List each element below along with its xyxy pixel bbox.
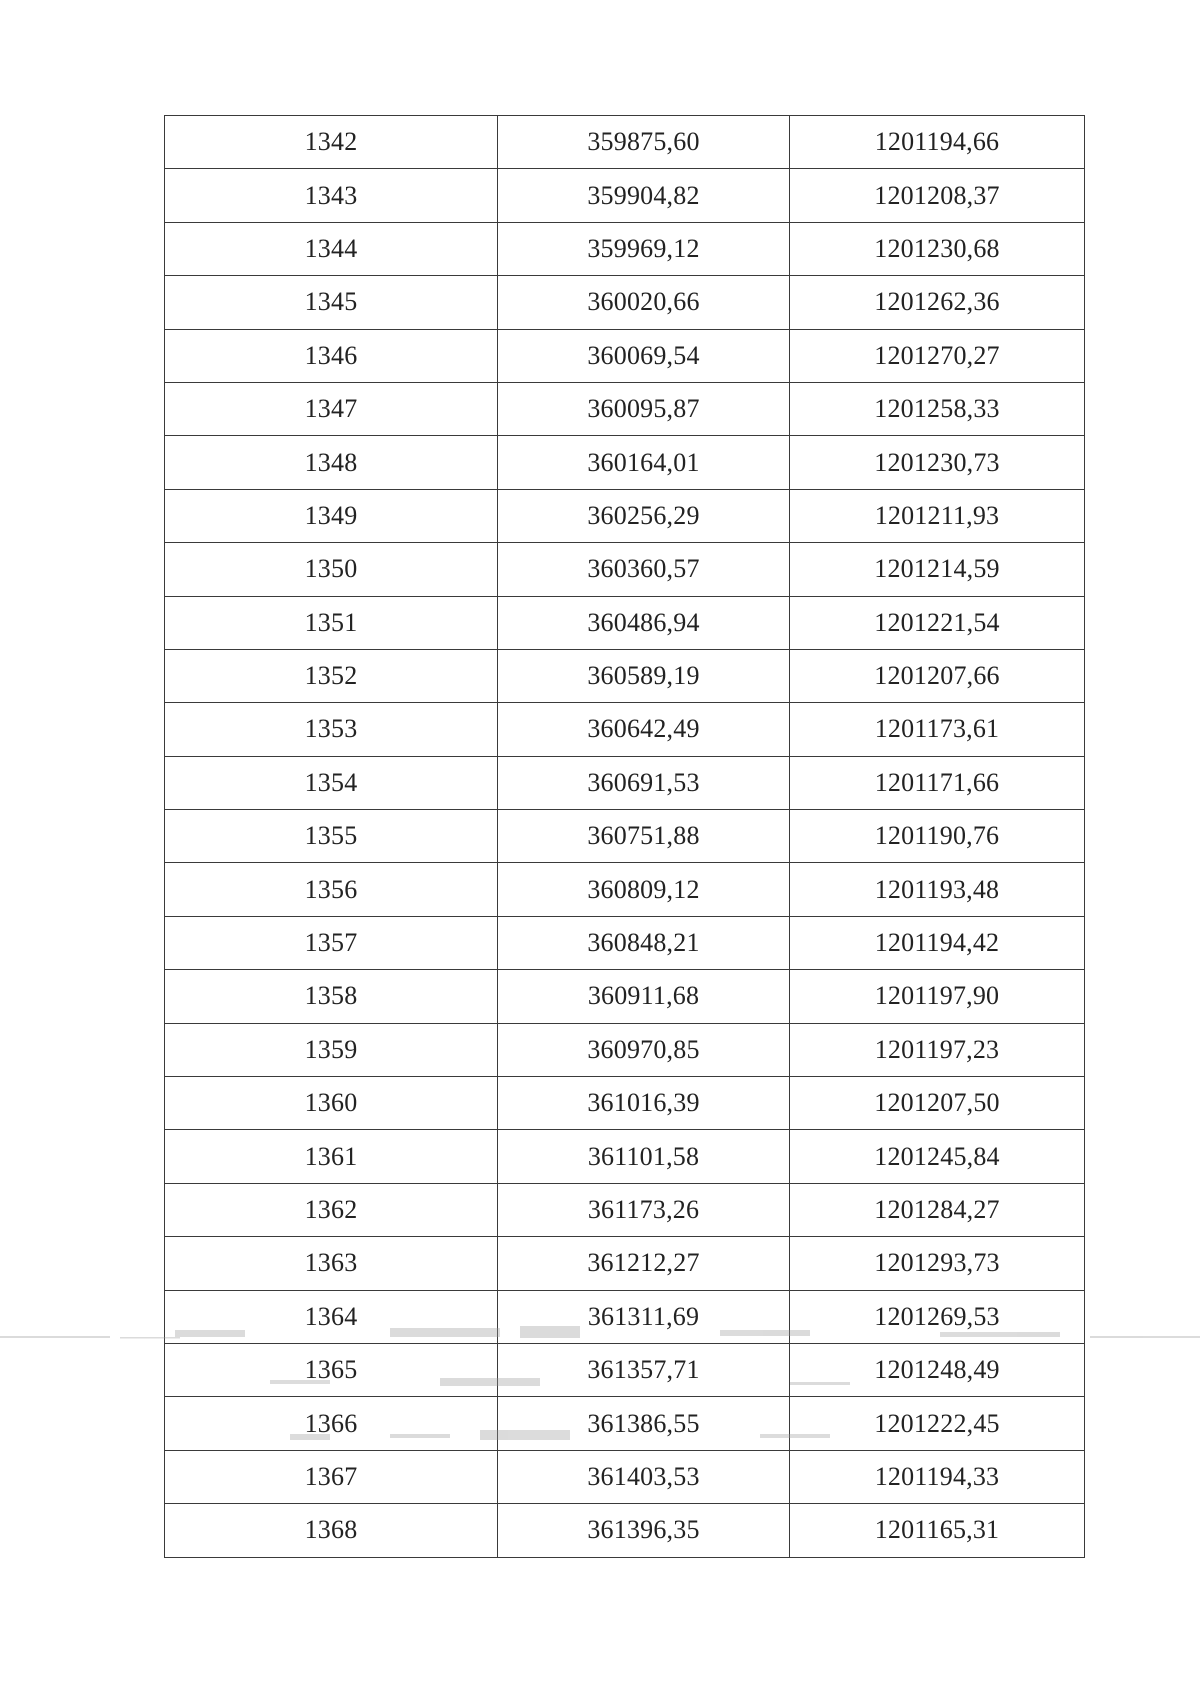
x-coordinate-cell: 361386,55 <box>498 1397 790 1450</box>
point-number-cell: 1342 <box>165 116 498 169</box>
table-row <box>165 970 1085 1023</box>
table-row <box>165 1077 1085 1130</box>
y-coordinate-cell: 1201293,73 <box>790 1237 1085 1290</box>
y-coordinate-cell: 1201262,36 <box>790 276 1085 329</box>
y-coordinate-cell: 1201248,49 <box>790 1343 1085 1396</box>
x-coordinate-cell: 360095,87 <box>498 382 790 435</box>
point-number-cell: 1364 <box>165 1290 498 1343</box>
point-number-cell: 1350 <box>165 543 498 596</box>
table-row <box>165 276 1085 329</box>
y-coordinate-cell: 1201270,27 <box>790 329 1085 382</box>
table-row <box>165 1130 1085 1183</box>
table-row <box>165 649 1085 702</box>
point-number-cell: 1360 <box>165 1077 498 1130</box>
y-coordinate-cell: 1201221,54 <box>790 596 1085 649</box>
x-coordinate-cell: 360642,49 <box>498 703 790 756</box>
y-coordinate-cell: 1201258,33 <box>790 382 1085 435</box>
table-row <box>165 489 1085 542</box>
table-row <box>165 756 1085 809</box>
y-coordinate-cell: 1201222,45 <box>790 1397 1085 1450</box>
table-row <box>165 329 1085 382</box>
table-row <box>165 1450 1085 1503</box>
y-coordinate-cell: 1201207,66 <box>790 649 1085 702</box>
y-coordinate-cell: 1201230,68 <box>790 222 1085 275</box>
y-coordinate-cell: 1201214,59 <box>790 543 1085 596</box>
y-coordinate-cell: 1201165,31 <box>790 1504 1085 1557</box>
x-coordinate-cell: 360069,54 <box>498 329 790 382</box>
table-row <box>165 116 1085 169</box>
x-coordinate-cell: 359969,12 <box>498 222 790 275</box>
coordinates-table-body <box>165 116 1085 1558</box>
point-number-cell: 1351 <box>165 596 498 649</box>
point-number-cell: 1355 <box>165 810 498 863</box>
table-row <box>165 382 1085 435</box>
table-row <box>165 596 1085 649</box>
table-row <box>165 1023 1085 1076</box>
x-coordinate-cell: 361016,39 <box>498 1077 790 1130</box>
point-number-cell: 1362 <box>165 1183 498 1236</box>
table-row <box>165 703 1085 756</box>
point-number-cell: 1347 <box>165 382 498 435</box>
point-number-cell: 1361 <box>165 1130 498 1183</box>
table-row <box>165 169 1085 222</box>
y-coordinate-cell: 1201194,33 <box>790 1450 1085 1503</box>
point-number-cell: 1363 <box>165 1237 498 1290</box>
x-coordinate-cell: 359875,60 <box>498 116 790 169</box>
table-row <box>165 916 1085 969</box>
point-number-cell: 1354 <box>165 756 498 809</box>
point-number-cell: 1344 <box>165 222 498 275</box>
point-number-cell: 1348 <box>165 436 498 489</box>
y-coordinate-cell: 1201193,48 <box>790 863 1085 916</box>
x-coordinate-cell: 360691,53 <box>498 756 790 809</box>
table-row <box>165 1504 1085 1557</box>
point-number-cell: 1356 <box>165 863 498 916</box>
coordinates-table <box>164 115 1085 1558</box>
point-number-cell: 1352 <box>165 649 498 702</box>
table-row <box>165 863 1085 916</box>
x-coordinate-cell: 361396,35 <box>498 1504 790 1557</box>
y-coordinate-cell: 1201230,73 <box>790 436 1085 489</box>
point-number-cell: 1368 <box>165 1504 498 1557</box>
point-number-cell: 1367 <box>165 1450 498 1503</box>
table-row <box>165 1237 1085 1290</box>
x-coordinate-cell: 361101,58 <box>498 1130 790 1183</box>
y-coordinate-cell: 1201173,61 <box>790 703 1085 756</box>
x-coordinate-cell: 360809,12 <box>498 863 790 916</box>
x-coordinate-cell: 360020,66 <box>498 276 790 329</box>
table-row <box>165 222 1085 275</box>
y-coordinate-cell: 1201194,42 <box>790 916 1085 969</box>
x-coordinate-cell: 360751,88 <box>498 810 790 863</box>
y-coordinate-cell: 1201207,50 <box>790 1077 1085 1130</box>
point-number-cell: 1357 <box>165 916 498 969</box>
x-coordinate-cell: 361403,53 <box>498 1450 790 1503</box>
y-coordinate-cell: 1201269,53 <box>790 1290 1085 1343</box>
x-coordinate-cell: 361357,71 <box>498 1343 790 1396</box>
y-coordinate-cell: 1201194,66 <box>790 116 1085 169</box>
y-coordinate-cell: 1201171,66 <box>790 756 1085 809</box>
x-coordinate-cell: 360486,94 <box>498 596 790 649</box>
point-number-cell: 1346 <box>165 329 498 382</box>
x-coordinate-cell: 360848,21 <box>498 916 790 969</box>
y-coordinate-cell: 1201197,90 <box>790 970 1085 1023</box>
x-coordinate-cell: 359904,82 <box>498 169 790 222</box>
y-coordinate-cell: 1201190,76 <box>790 810 1085 863</box>
point-number-cell: 1345 <box>165 276 498 329</box>
y-coordinate-cell: 1201197,23 <box>790 1023 1085 1076</box>
point-number-cell: 1365 <box>165 1343 498 1396</box>
x-coordinate-cell: 361311,69 <box>498 1290 790 1343</box>
point-number-cell: 1366 <box>165 1397 498 1450</box>
table-row <box>165 1290 1085 1343</box>
point-number-cell: 1353 <box>165 703 498 756</box>
point-number-cell: 1359 <box>165 1023 498 1076</box>
y-coordinate-cell: 1201284,27 <box>790 1183 1085 1236</box>
point-number-cell: 1349 <box>165 489 498 542</box>
table-row <box>165 1343 1085 1396</box>
x-coordinate-cell: 360164,01 <box>498 436 790 489</box>
y-coordinate-cell: 1201208,37 <box>790 169 1085 222</box>
y-coordinate-cell: 1201245,84 <box>790 1130 1085 1183</box>
point-number-cell: 1343 <box>165 169 498 222</box>
x-coordinate-cell: 360256,29 <box>498 489 790 542</box>
table-row <box>165 1397 1085 1450</box>
table-row <box>165 810 1085 863</box>
table-row <box>165 543 1085 596</box>
table-row <box>165 436 1085 489</box>
x-coordinate-cell: 361212,27 <box>498 1237 790 1290</box>
x-coordinate-cell: 360589,19 <box>498 649 790 702</box>
x-coordinate-cell: 361173,26 <box>498 1183 790 1236</box>
x-coordinate-cell: 360360,57 <box>498 543 790 596</box>
y-coordinate-cell: 1201211,93 <box>790 489 1085 542</box>
table-row <box>165 1183 1085 1236</box>
point-number-cell: 1358 <box>165 970 498 1023</box>
x-coordinate-cell: 360911,68 <box>498 970 790 1023</box>
x-coordinate-cell: 360970,85 <box>498 1023 790 1076</box>
